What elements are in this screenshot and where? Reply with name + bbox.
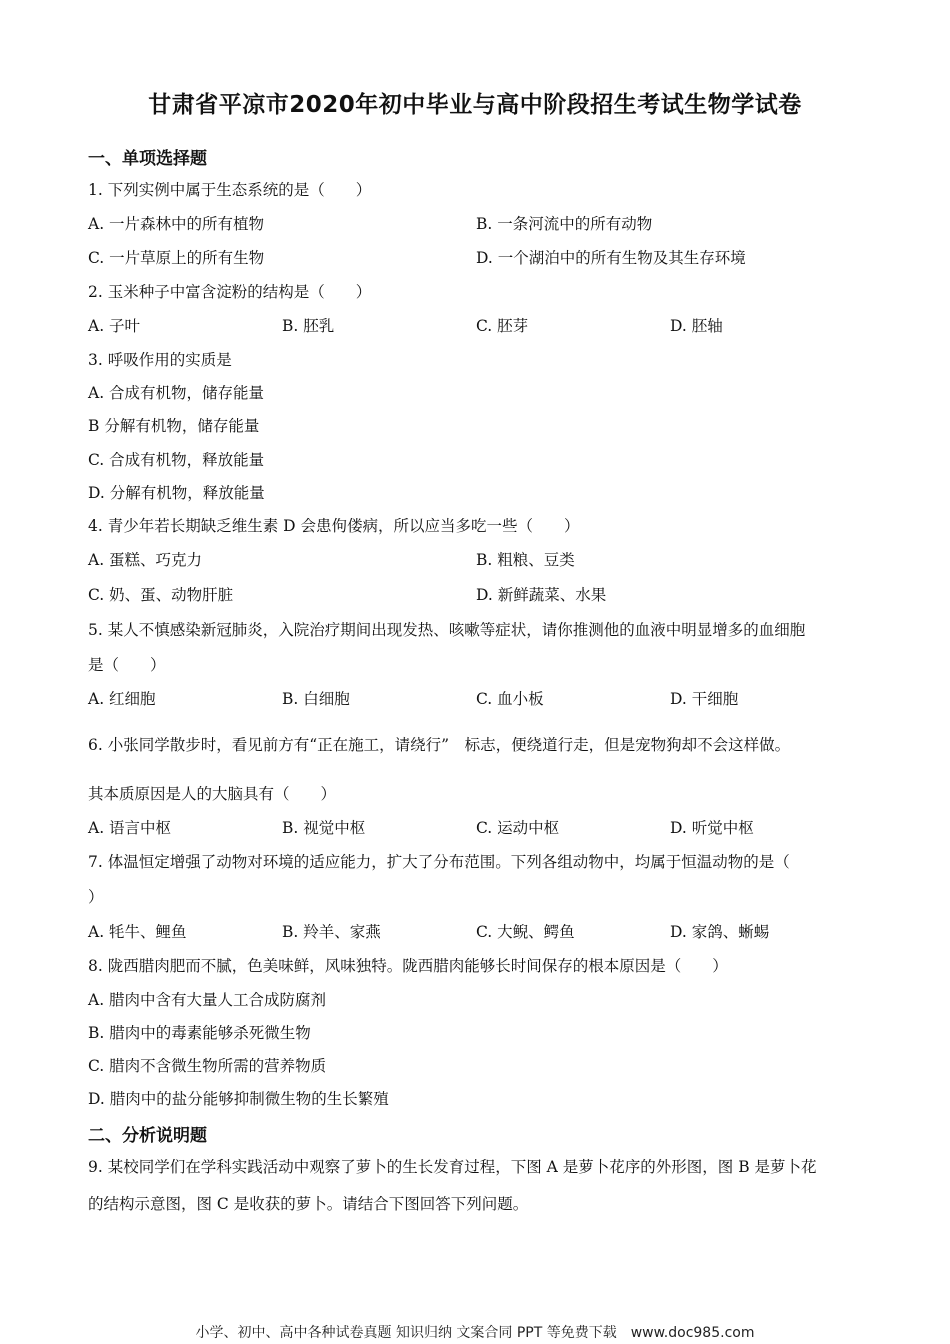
question-3-stem: 3. 呼吸作用的实质是 xyxy=(88,351,232,369)
question-8-option-a: A. 腊肉中含有大量人工合成防腐剂 xyxy=(88,991,327,1009)
question-1-option-b: B. 一条河流中的所有动物 xyxy=(476,215,653,233)
question-1-option-d: D. 一个湖泊中的所有生物及其生存环境 xyxy=(476,249,746,267)
question-7-option-b: B. 羚羊、家燕 xyxy=(282,923,381,941)
exam-title: 甘肃省平凉市2020年初中毕业与高中阶段招生考试生物学试卷 xyxy=(148,92,802,118)
question-2-stem: 2. 玉米种子中富含淀粉的结构是（ ） xyxy=(88,283,372,301)
question-4-option-b: B. 粗粮、豆类 xyxy=(476,551,575,569)
question-8-option-b: B. 腊肉中的毒素能够杀死微生物 xyxy=(88,1024,311,1042)
question-5-option-c: C. 血小板 xyxy=(476,690,544,708)
question-7-stem-line2: ） xyxy=(88,888,104,906)
question-2-option-d: D. 胚轴 xyxy=(670,317,723,335)
question-9-stem-line2: 的结构示意图，图 C 是收获的萝卜。请结合下图回答下列问题。 xyxy=(88,1195,529,1213)
section-heading-analysis: 二、分析说明题 xyxy=(88,1126,207,1146)
question-2-option-c: C. 胚芽 xyxy=(476,317,529,335)
question-7-option-d: D. 家鸽、蜥蜴 xyxy=(670,923,770,941)
question-4-stem: 4. 青少年若长期缺乏维生素 D 会患佝偻病，所以应当多吃一些（ ） xyxy=(88,517,580,535)
section-heading-single-choice: 一、单项选择题 xyxy=(88,149,207,169)
question-5-stem-line1: 5. 某人不慎感染新冠肺炎，入院治疗期间出现发热、咳嗽等症状，请你推测他的血液中明显增多的血细胞 xyxy=(88,621,806,639)
question-5-option-b: B. 白细胞 xyxy=(282,690,350,708)
question-3-option-a: A. 合成有机物，储存能量 xyxy=(88,384,265,402)
question-6-option-d: D. 听觉中枢 xyxy=(670,819,754,837)
question-7-stem-line1: 7. 体温恒定增强了动物对环境的适应能力，扩大了分布范围。下列各组动物中，均属于恒温动物的是（ xyxy=(88,853,790,871)
question-1-stem: 1. 下列实例中属于生态系统的是（ ） xyxy=(88,181,372,199)
question-4-option-c: C. 奶、蛋、动物肝脏 xyxy=(88,586,234,604)
question-8-option-c: C. 腊肉不含微生物所需的营养物质 xyxy=(88,1057,327,1075)
question-8-stem: 8. 陇西腊肉肥而不腻，色美味鲜，风味独特。陇西腊肉能够长时间保存的根本原因是（ ） xyxy=(88,957,728,975)
question-7-option-c: C. 大鲵、鳄鱼 xyxy=(476,923,575,941)
question-2-option-a: A. 子叶 xyxy=(88,317,141,335)
question-5-stem-line2: 是（ ） xyxy=(88,656,166,674)
question-7-option-a: A. 牦牛、鲤鱼 xyxy=(88,923,187,941)
question-3-option-b: B 分解有机物，储存能量 xyxy=(88,417,260,435)
question-4-option-d: D. 新鲜蔬菜、水果 xyxy=(476,586,607,604)
question-6-stem-line2: 其本质原因是人的大脑具有（ ） xyxy=(88,785,337,803)
question-3-option-d: D. 分解有机物，释放能量 xyxy=(88,484,265,502)
question-9-stem-line1: 9. 某校同学们在学科实践活动中观察了萝卜的生长发育过程，下图 A 是萝卜花序的外形图，图 B 是萝卜花 xyxy=(88,1158,817,1176)
question-6-option-b: B. 视觉中枢 xyxy=(282,819,366,837)
question-6-option-c: C. 运动中枢 xyxy=(476,819,560,837)
question-5-option-d: D. 干细胞 xyxy=(670,690,739,708)
question-6-option-a: A. 语言中枢 xyxy=(88,819,172,837)
question-2-option-b: B. 胚乳 xyxy=(282,317,335,335)
question-1-option-a: A. 一片森林中的所有植物 xyxy=(88,215,265,233)
question-3-option-c: C. 合成有机物，释放能量 xyxy=(88,451,265,469)
footer-watermark: 小学、初中、高中各种试卷真题 知识归纳 文案合同 PPT 等免费下载 www.doc985.com xyxy=(195,1325,755,1341)
question-5-option-a: A. 红细胞 xyxy=(88,690,156,708)
question-1-option-c: C. 一片草原上的所有生物 xyxy=(88,249,265,267)
question-8-option-d: D. 腊肉中的盐分能够抑制微生物的生长繁殖 xyxy=(88,1090,389,1108)
question-4-option-a: A. 蛋糕、巧克力 xyxy=(88,551,203,569)
question-6-stem-line1: 6. 小张同学散步时，看见前方有“正在施工，请绕行” 标志，便绕道行走，但是宠物狗却不会这样做。 xyxy=(88,736,791,754)
